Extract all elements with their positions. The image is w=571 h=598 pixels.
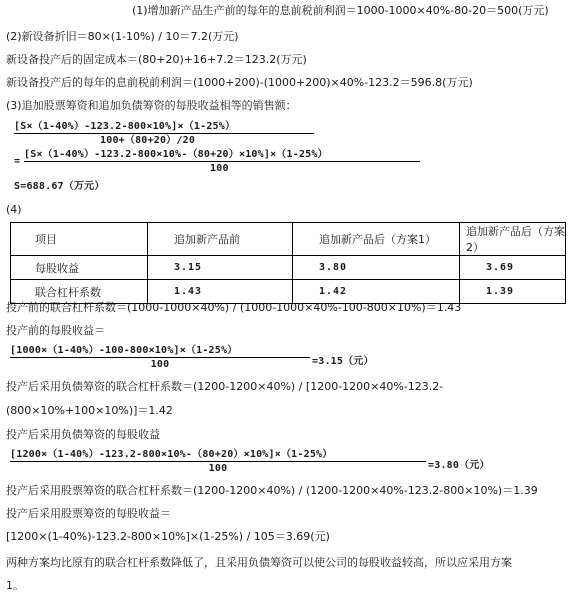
eq8-result: =3.15（元） <box>312 356 374 367</box>
table-header-cell: 追加新产品后（方案1） <box>293 223 460 256</box>
eq8-fraction <box>10 344 310 371</box>
table-header-row <box>11 223 566 256</box>
table-row-eps <box>11 256 566 280</box>
eq3-lhs-numerator: [S×（1-40%）-123.2-800×10%]×（1-25%） <box>14 121 236 132</box>
text-part1-ebit-before: (1)增加新产品生产前的每年的息前税前利润＝1000-1000×40%-80-20＝500(万元) <box>132 4 549 17</box>
table-cell: 3.80 <box>293 256 460 280</box>
comparison-table <box>10 222 566 304</box>
text-eps-before-label: 投产前的每股收益＝ <box>6 324 105 337</box>
text-eps-stock-formula: [1200×(1-40%)-123.2-800×10%]×(1-25%) / 105＝3.69(元) <box>6 530 330 543</box>
eq10-fraction <box>10 448 426 475</box>
table-cell: 1.42 <box>293 280 460 304</box>
eq3-lhs-denominator: 100+（80+20）/20 <box>100 135 196 146</box>
table-cell: 3.15 <box>148 256 293 280</box>
eq3-result: S=688.67（万元） <box>14 181 105 192</box>
table-cell: 3.69 <box>460 256 566 280</box>
eq3-lhs-fraction <box>14 120 314 147</box>
text-eps-debt-label: 投产后采用负债筹资的每股收益 <box>6 428 160 441</box>
table-header-cell: 项目 <box>11 223 148 256</box>
table-header-cell: 追加新产品前 <box>148 223 293 256</box>
eq8-numerator: [1000×（1-40%）-100-800×10%]×（1-25%） <box>10 345 238 356</box>
table-row-label: 每股收益 <box>11 256 148 280</box>
table-cell: 1.39 <box>460 280 566 304</box>
eq10-numerator: [1200×（1-40%）-123.2-800×10%-（80+20）×10%]×（1-25%） <box>10 449 333 460</box>
eq3-rhs-numerator: [S×（1-40%）-123.2-800×10%-（80+20）×10%]×（1-25%） <box>24 149 328 160</box>
table-row-leverage <box>11 280 566 304</box>
text-dtl-debt-line2: (800×10%+100×10%)]＝1.42 <box>6 404 173 417</box>
text-part4-heading: (4) <box>6 203 22 216</box>
eq3-rhs-fraction <box>24 148 420 175</box>
text-conclusion-line2: 1。 <box>6 579 24 592</box>
eq10-denominator: 100 <box>208 463 228 474</box>
text-eps-stock-label: 投产后采用股票筹资的每股收益＝ <box>6 507 171 520</box>
text-conclusion-line1: 两种方案均比原有的联合杠杆系数降低了，且采用负债筹资可以使公司的每股收益较高，所以应采用方案 <box>6 556 512 569</box>
text-dtl-debt-line1: 投产后采用负债筹资的联合杠杆系数＝(1200-1200×40%) / [1200-1200×40%-123.2- <box>6 380 444 393</box>
text-fixed-cost-after: 新设备投产后的固定成本＝(80+20)+16+7.2＝123.2(万元) <box>6 53 307 66</box>
table-cell: 1.43 <box>148 280 293 304</box>
text-part2-depreciation: (2)新设备折旧＝80×(1-10%) / 10＝7.2(万元) <box>6 30 239 43</box>
table-header-cell: 追加新产品后（方案2） <box>460 223 566 256</box>
text-dtl-before: 投产前的联合杠杆系数＝(1000-1000×40%) / (1000-1000×40%-100-800×10%)＝1.43 <box>6 301 462 314</box>
text-dtl-stock: 投产后采用股票筹资的联合杠杆系数＝(1200-1200×40%) / (1200-1200×40%-123.2-800×10%)＝1.39 <box>6 484 538 497</box>
eq3-rhs-denominator: 100 <box>210 163 229 174</box>
table-row-label: 联合杠杆系数 <box>11 280 148 304</box>
eq3-equals: = <box>14 156 21 167</box>
eq8-denominator: 100 <box>150 359 170 370</box>
eq10-result: =3.80（元） <box>428 460 490 471</box>
text-ebit-after: 新设备投产后的每年的息前税前利润＝(1000+200)-(1000+200)×40%-123.2＝596.8(万元) <box>6 76 473 89</box>
text-part3-heading: (3)追加股票筹资和追加负债筹资的每股收益相等的销售额： <box>6 99 297 112</box>
